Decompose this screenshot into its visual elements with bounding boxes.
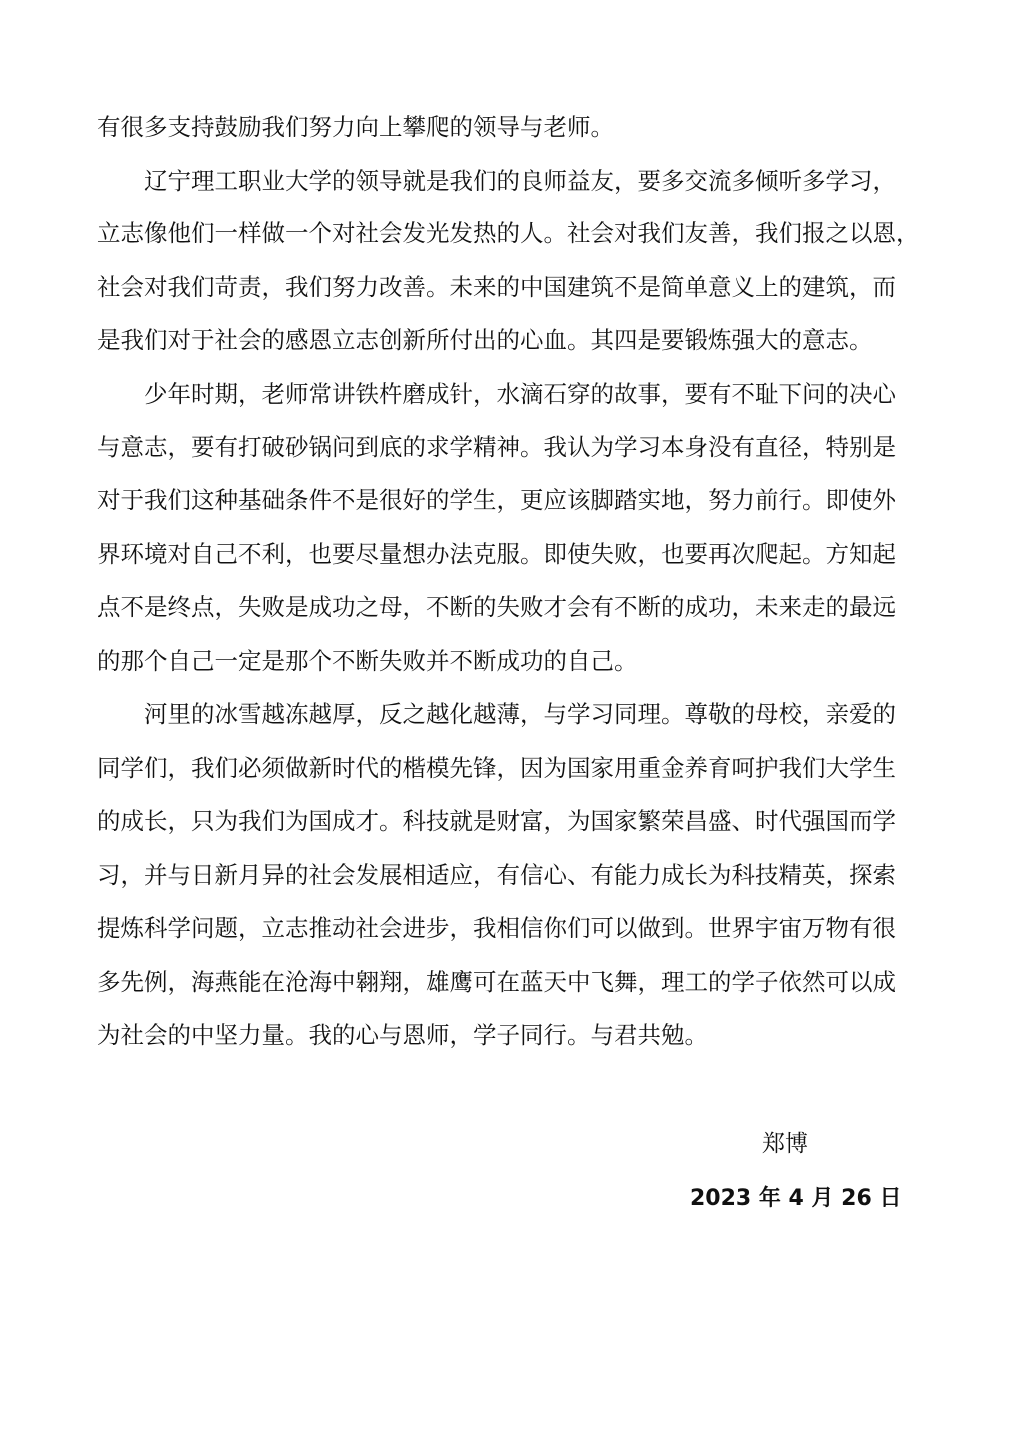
paragraph-line: 对于我们这种基础条件不是很好的学生，更应该脚踏实地，努力前行。即使外	[97, 486, 896, 514]
paragraph-line: 有很多支持鼓励我们努力向上攀爬的领导与老师。	[97, 113, 614, 141]
paragraph-line: 河里的冰雪越冻越厚，反之越化越薄，与学习同理。尊敬的母校，亲爱的	[144, 700, 896, 728]
paragraph-line: 是我们对于社会的感恩立志创新所付出的心血。其四是要锻炼强大的意志。	[97, 326, 873, 354]
paragraph-line: 点不是终点，失败是成功之母，不断的失败才会有不断的成功，未来走的最远	[97, 593, 896, 621]
paragraph-line: 同学们，我们必须做新时代的楷模先锋，因为国家用重金养育呵护我们大学生	[97, 754, 896, 782]
paragraph-line: 多先例，海燕能在沧海中翱翔，雄鹰可在蓝天中飞舞，理工的学子依然可以成	[97, 968, 896, 996]
author-signature: 郑博	[762, 1131, 808, 1157]
paragraph-line: 的成长，只为我们为国成才。科技就是财富，为国家繁荣昌盛、时代强国而学	[97, 807, 896, 835]
paragraph-line: 少年时期，老师常讲铁杵磨成针，水滴石穿的故事，要有不耻下问的决心	[144, 380, 896, 408]
paragraph-line: 与意志，要有打破砂锅问到底的求学精神。我认为学习本身没有直径，特别是	[97, 433, 896, 461]
paragraph-line: 辽宁理工职业大学的领导就是我们的良师益友，要多交流多倾听多学习，	[144, 167, 896, 195]
paragraph-line: 习，并与日新月异的社会发展相适应，有信心、有能力成长为科技精英，探索	[97, 861, 896, 889]
document-date: 2023 年 4 月 26 日	[690, 1186, 902, 1211]
paragraph-line: 提炼科学问题，立志推动社会进步，我相信你们可以做到。世界宇宙万物有很	[97, 914, 896, 942]
paragraph-line: 社会对我们苛责，我们努力改善。未来的中国建筑不是简单意义上的建筑，而	[97, 273, 896, 301]
paragraph-line: 界环境对自己不利，也要尽量想办法克服。即使失败，也要再次爬起。方知起	[97, 540, 896, 568]
paragraph-line: 的那个自己一定是那个不断失败并不断成功的自己。	[97, 647, 638, 675]
paragraph-line: 立志像他们一样做一个对社会发光发热的人。社会对我们友善，我们报之以恩，	[97, 219, 920, 247]
paragraph-line: 为社会的中坚力量。我的心与恩师，学子同行。与君共勉。	[97, 1021, 708, 1049]
